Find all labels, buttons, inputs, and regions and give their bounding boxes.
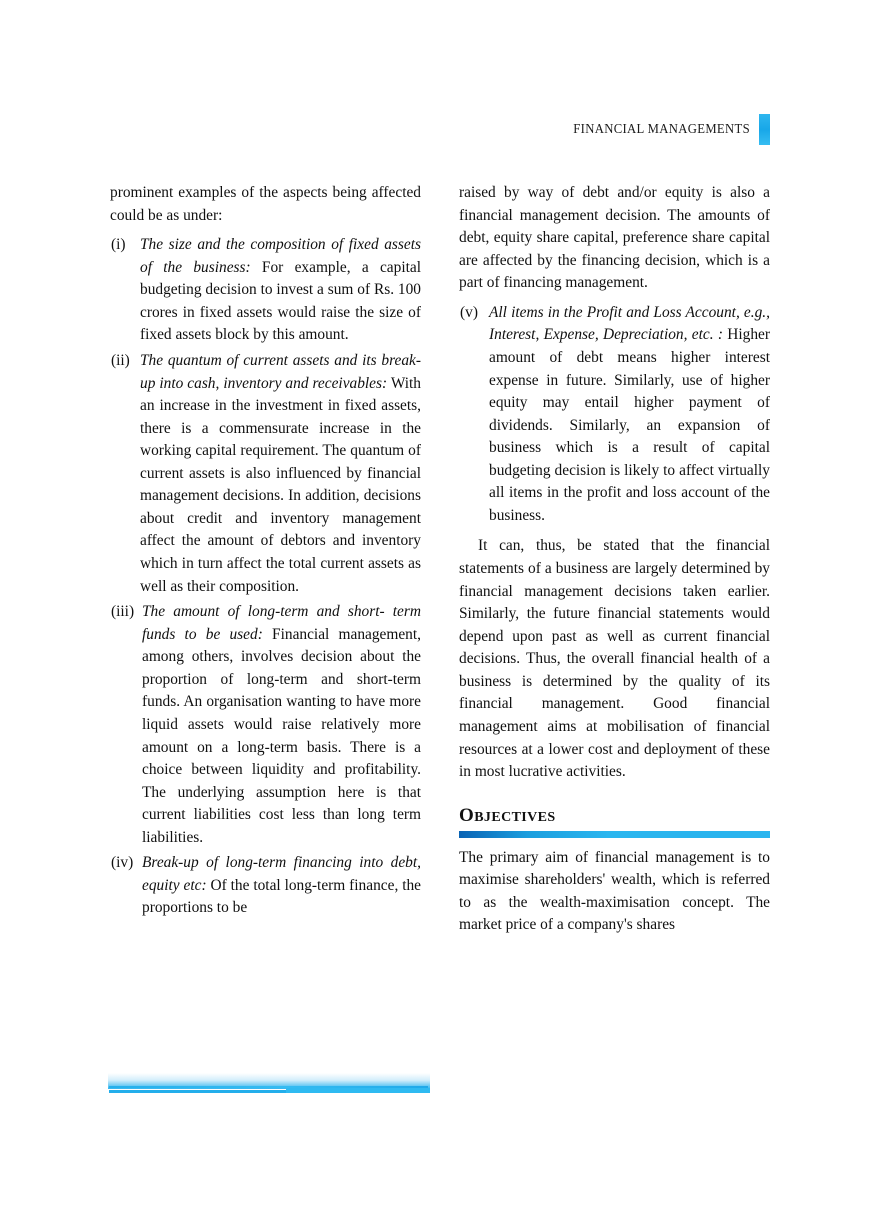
right-column	[459, 182, 770, 937]
body-columns	[110, 182, 770, 937]
list-item	[459, 302, 770, 528]
list-item-text: Of the total long-term finance, the proportions to be	[142, 876, 421, 917]
header-accent-bar-icon	[759, 114, 770, 145]
list-marker: (v)	[460, 303, 478, 321]
list-item	[110, 601, 421, 849]
list-item-body	[142, 601, 421, 849]
list-item-text: With an increase in the investment in fixed assets, there is a commensurate increase in the working capital requirement. The quantum of current assets is also influenced by financial management decisions. In addition, decisions about credit and inventory management affect the amount of debtors and inventory which in turn affect the total current assets as well as their composition.	[140, 374, 422, 595]
list-item-text: Higher amount of debt means higher interest expense in future. Similarly, use of higher equity may entail higher payment of dividends. Similarly, an expansion of business which is a result of capital budgeting decision is likely to affect virtually all items in the profit and loss account of the business.	[489, 326, 770, 524]
footer-decorative-rule-icon	[108, 1073, 430, 1095]
intro-paragraph: prominent examples of the aspects being affected could be as under:	[110, 184, 421, 224]
list-item	[110, 350, 421, 598]
list-item-lead: The amount of long-term and short- term funds to be used:	[142, 603, 421, 643]
left-column	[110, 182, 421, 937]
continued-paragraph: raised by way of debt and/or equity is also a financial management decision. The amounts of debt, equity share capital, preference share capital are affected by the financing decision, which is a part of financing management.	[459, 184, 770, 292]
objectives-section	[459, 806, 770, 937]
closing-paragraph: It can, thus, be stated that the financial statements of a business are largely determined by financial management decisions taken earlier. Similarly, the future financial statements would depend upon past as well as current financial decisions. Thus, the overall financial health of a business is determined by the quality of its financial management. Good financial management aims at mobilisation of financial resources at a lower cost and deployment of these in most lucrative activities.	[459, 537, 770, 781]
running-header-title: FINANCIAL MANAGEMENTS	[573, 121, 750, 136]
list-item	[110, 852, 421, 920]
list-item-lead: The quantum of current assets and its break-up into cash, inventory and receivables:	[140, 351, 421, 392]
list-item-body	[142, 852, 421, 920]
list-item-lead: All items in the Profit and Loss Account, e.g., Interest, Expense, Depreciation, etc. :	[489, 303, 770, 344]
list-item-body	[140, 234, 421, 347]
section-rule-icon	[459, 831, 770, 838]
list-item-lead: Break-up of long-term financing into debt, equity etc:	[142, 854, 421, 894]
deco-line-accent	[286, 1088, 430, 1093]
list-marker: (i)	[111, 236, 126, 254]
list-marker: (ii)	[111, 351, 130, 369]
list-item-lead: The size and the composition of fixed assets of the business:	[140, 236, 421, 276]
list-marker: (iii)	[111, 603, 135, 621]
list-marker: (iv)	[111, 854, 134, 872]
running-header	[0, 114, 880, 144]
section-body: The primary aim of financial management is to maximise shareholders' wealth, which is referred to as the wealth-maximisation concept. The market price of a company's shares	[459, 848, 770, 934]
list-item-text: Financial management, among others, involves decision about the proportion of long-term and short-term funds. An organisation wanting to have more liquid assets would raise relatively more amount on a long-term basis. There is a choice between liquidity and profitability. The underlying assumption here is that current liabilities cost less than long term liabilities.	[142, 625, 421, 846]
list-item-text: For example, a capital budgeting decision to invest a sum of Rs. 100 crores in fixed assets would raise the size of fixed assets block by this amount.	[140, 258, 421, 344]
section-title	[459, 806, 770, 831]
list-item-body	[489, 302, 770, 528]
list-item-body	[140, 350, 421, 598]
list-item	[110, 234, 421, 347]
section-title-initial: O	[459, 804, 475, 826]
section-title-rest: BJECTIVES	[474, 809, 556, 825]
